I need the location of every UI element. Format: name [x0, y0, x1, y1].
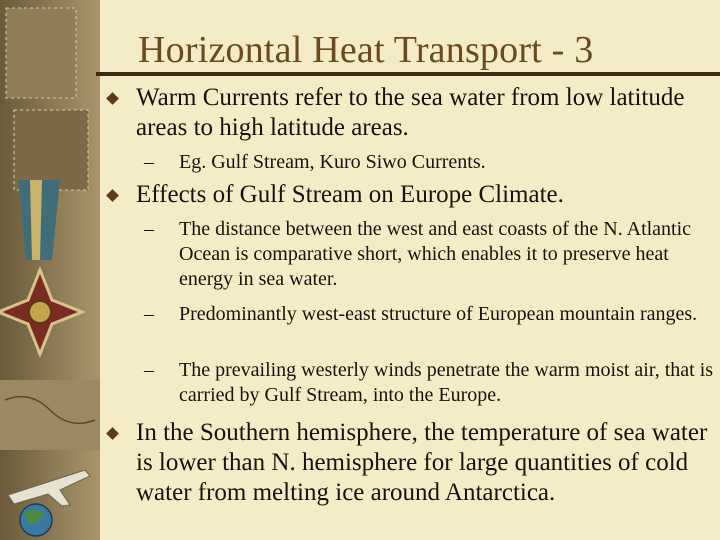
bullet-text: Effects of Gulf Stream on Europe Climate. — [136, 181, 564, 208]
bullet-text: Eg. Gulf Stream, Kuro Siwo Currents. — [179, 151, 486, 173]
diamond-bullet-icon — [106, 92, 119, 105]
bullet-text: The distance between the west and east coasts of the N. Atlantic Ocean is comparative short, which enables it to preserve heat energy in sea water. — [179, 218, 692, 290]
diamond-bullet-icon — [106, 189, 119, 202]
title-divider — [96, 72, 720, 76]
dash-bullet: – — [144, 218, 154, 240]
globe-icon — [20, 504, 52, 536]
dash-bullet: – — [144, 359, 154, 381]
diamond-bullet-icon — [106, 427, 119, 440]
bullet-text: In the Southern hemisphere, the temperature of sea water is lower than N. hemisphere for large quantities of cold water from melting ice around Antarctica. — [136, 419, 708, 506]
dash-bullet: – — [144, 151, 154, 173]
bullet-text: The prevailing westerly winds penetrate the warm moist air, that is carried by Gulf Stream, into the Europe. — [179, 359, 714, 406]
bullet-text: Warm Currents refer to the sea water from low latitude areas to high latitude areas. — [136, 84, 685, 141]
decorative-collage — [0, 0, 100, 540]
dash-bullet: – — [144, 303, 154, 325]
page-title: Horizontal Heat Transport - 3 — [138, 29, 594, 71]
bullet-text: Predominantly west-east structure of European mountain ranges. — [179, 303, 698, 325]
